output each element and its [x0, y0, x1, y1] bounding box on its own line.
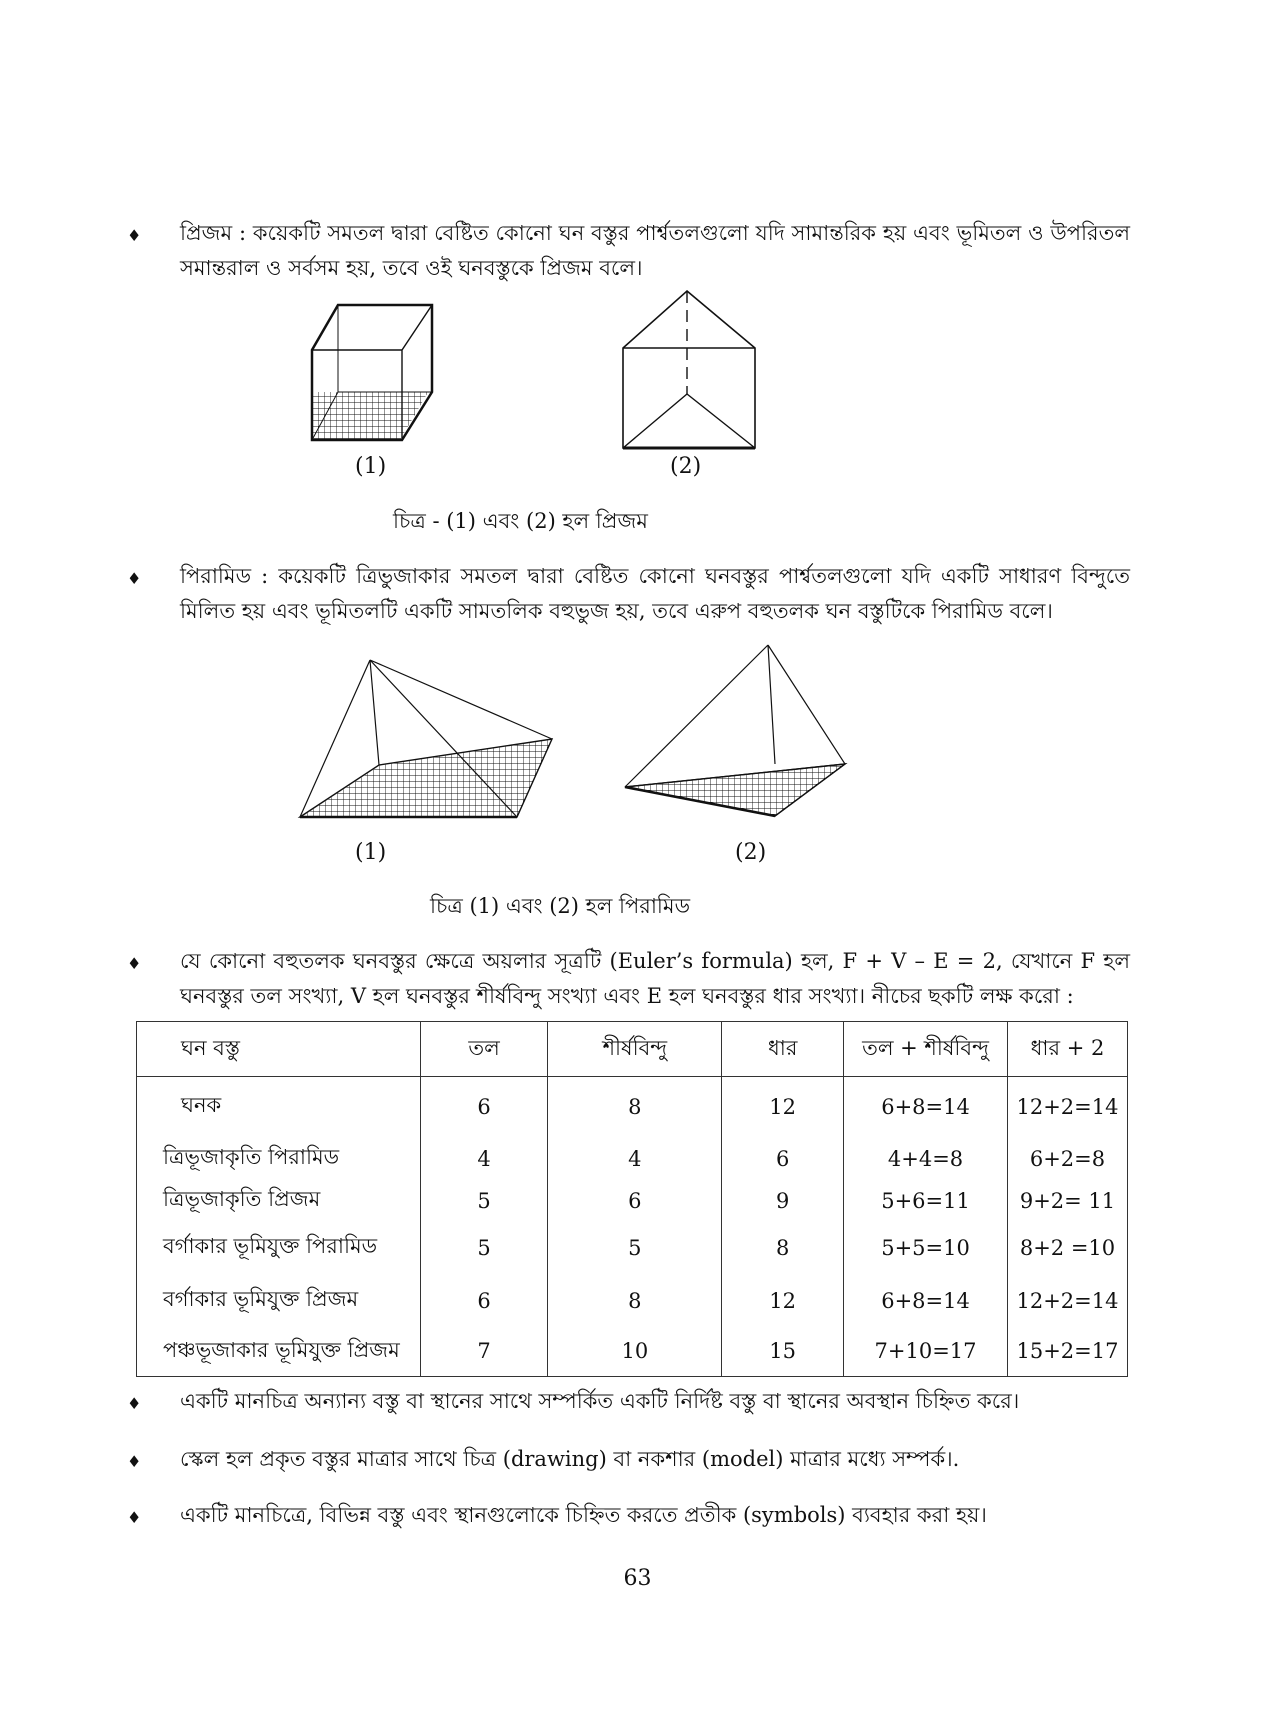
- bullet-icon: ♦: [127, 1452, 142, 1471]
- table-cell: 12: [722, 1275, 844, 1327]
- map-text: একটি মানচিত্র অন্যান্য বস্তু বা স্থানের সাথে সম্পর্কিত একটি নির্দিষ্ট বস্তু বা স্থানের অবস্থান চিহ্নিত করে।: [180, 1389, 1020, 1413]
- prism-label-2: (2): [670, 454, 702, 479]
- symbols-text: একটি মানচিত্রে, বিভিন্ন বস্তু এবং স্থানগুলোকে চিহ্নিত করতে প্রতীক (symbols) ব্যবহার করা হয়।: [180, 1503, 987, 1527]
- table-cell: পঞ্চভূজাকার ভূমিযুক্ত প্রিজম: [137, 1327, 421, 1377]
- euler-table: [136, 1021, 1128, 1377]
- table-cell: 5: [548, 1221, 722, 1275]
- table-cell: 15+2=17: [1007, 1327, 1127, 1377]
- table-cell: ত্রিভূজাকৃতি প্রিজম: [137, 1181, 421, 1221]
- table-row: [137, 1221, 1128, 1275]
- prism-label-1: (1): [355, 454, 387, 479]
- table-cell: 7: [420, 1327, 548, 1377]
- table-cell: ত্রিভূজাকৃতি পিরামিড: [137, 1137, 421, 1181]
- bullet-icon: ♦: [127, 226, 142, 245]
- euler-formula-text: যে কোনো বহুতলক ঘনবস্তুর ক্ষেত্রে অয়লার সূত্রটি (Euler’s formula) হল, F + V – E = 2, যেখানে F হল ঘনবস্তুর তল সংখ্যা, V হল ঘনবস্তুর শীর্ষবিন্দু সংখ্যা এবং E হল ঘনবস্তুর ধার সংখ্যা। নীচের ছকটি লক্ষ করো :: [180, 949, 1130, 1008]
- table-cell: 6+8=14: [844, 1275, 1008, 1327]
- table-header: তল: [420, 1022, 548, 1077]
- pyramid-figure-2: [620, 640, 870, 820]
- table-cell: 5+6=11: [844, 1181, 1008, 1221]
- table-header: ধার: [722, 1022, 844, 1077]
- table-row: [137, 1327, 1128, 1377]
- prism-definition: প্রিজম : কয়েকটি সমতল দ্বারা বেষ্টিত কোনো ঘন বস্তুর পার্শ্বতলগুলো যদি সামান্তরিক হয় এবং ভূমিতল ও উপরিতল সমান্তরাল ও সর্বসম হয়, তবে ওই ঘনবস্তুকে প্রিজম বলে।: [180, 221, 1130, 280]
- bullet-icon: ♦: [127, 569, 142, 588]
- table-cell: 8: [548, 1275, 722, 1327]
- table-cell: বর্গাকার ভূমিযুক্ত পিরামিড: [137, 1221, 421, 1275]
- bullet-icon: ♦: [127, 1394, 142, 1413]
- table-cell: 8+2 =10: [1007, 1221, 1127, 1275]
- table-cell: 4: [548, 1137, 722, 1181]
- table-header: শীর্ষবিন্দু: [548, 1022, 722, 1077]
- table-cell: 5: [420, 1181, 548, 1221]
- scale-text: স্কেল হল প্রকৃত বস্তুর মাত্রার সাথে চিত্র (drawing) বা নকশার (model) মাত্রার মধ্যে সম্পর্ক।.: [180, 1447, 960, 1471]
- table-header: তল + শীর্ষবিন্দু: [844, 1022, 1008, 1077]
- table-cell: 6: [722, 1137, 844, 1181]
- table-cell: 6: [420, 1077, 548, 1137]
- table-cell: 8: [548, 1077, 722, 1137]
- pyramid-figure-1: [295, 655, 555, 820]
- cuboid-base: [312, 392, 428, 440]
- pyramid-label-2: (2): [735, 840, 767, 865]
- pyramid-definition: পিরামিড : কয়েকটি ত্রিভুজাকার সমতল দ্বারা বেষ্টিত কোনো ঘনবস্তুর পার্শ্বতলগুলো যদি একটি সাধারণ বিন্দুতে মিলিত হয় এবং ভূমিতলটি একটি সামতলিক বহুভুজ হয়, তবে এরুপ বহুতলক ঘন বস্তুটিকে পিরামিড বলে।: [180, 564, 1130, 623]
- table-cell: 4: [420, 1137, 548, 1181]
- table-cell: 5+5=10: [844, 1221, 1008, 1275]
- pyramid-caption: চিত্র (1) এবং (2) হল পিরামিড: [430, 894, 691, 918]
- table-cell: 9: [722, 1181, 844, 1221]
- prism-figure-1: [300, 300, 480, 450]
- bullet-icon: ♦: [127, 1508, 142, 1527]
- prism-caption: চিত্র - (1) এবং (2) হল প্রিজম: [393, 509, 648, 533]
- table-header: ঘন বস্তু: [137, 1022, 421, 1077]
- table-cell: 6+8=14: [844, 1077, 1008, 1137]
- table-row: [137, 1137, 1128, 1181]
- bullet-icon: ♦: [127, 954, 142, 973]
- table-cell: 9+2= 11: [1007, 1181, 1127, 1221]
- pyramid-label-1: (1): [355, 840, 387, 865]
- table-cell: 12: [722, 1077, 844, 1137]
- table-row: [137, 1077, 1128, 1137]
- table-cell: 6: [548, 1181, 722, 1221]
- prism-figure-2: [615, 286, 760, 451]
- table-row: [137, 1275, 1128, 1327]
- table-cell: 6: [420, 1275, 548, 1327]
- table-cell: 12+2=14: [1007, 1077, 1127, 1137]
- table-cell: 15: [722, 1327, 844, 1377]
- table-cell: 10: [548, 1327, 722, 1377]
- table-cell: 6+2=8: [1007, 1137, 1127, 1181]
- table-cell: 5: [420, 1221, 548, 1275]
- table-cell: 12+2=14: [1007, 1275, 1127, 1327]
- table-row: [137, 1181, 1128, 1221]
- table-cell: 8: [722, 1221, 844, 1275]
- table-cell: ঘনক: [137, 1077, 421, 1137]
- table-cell: 4+4=8: [844, 1137, 1008, 1181]
- table-header: ধার + 2: [1007, 1022, 1127, 1077]
- table-header-row: [137, 1022, 1128, 1077]
- table-cell: 7+10=17: [844, 1327, 1008, 1377]
- page-number: 63: [623, 1566, 652, 1591]
- table-cell: বর্গাকার ভূমিযুক্ত প্রিজম: [137, 1275, 421, 1327]
